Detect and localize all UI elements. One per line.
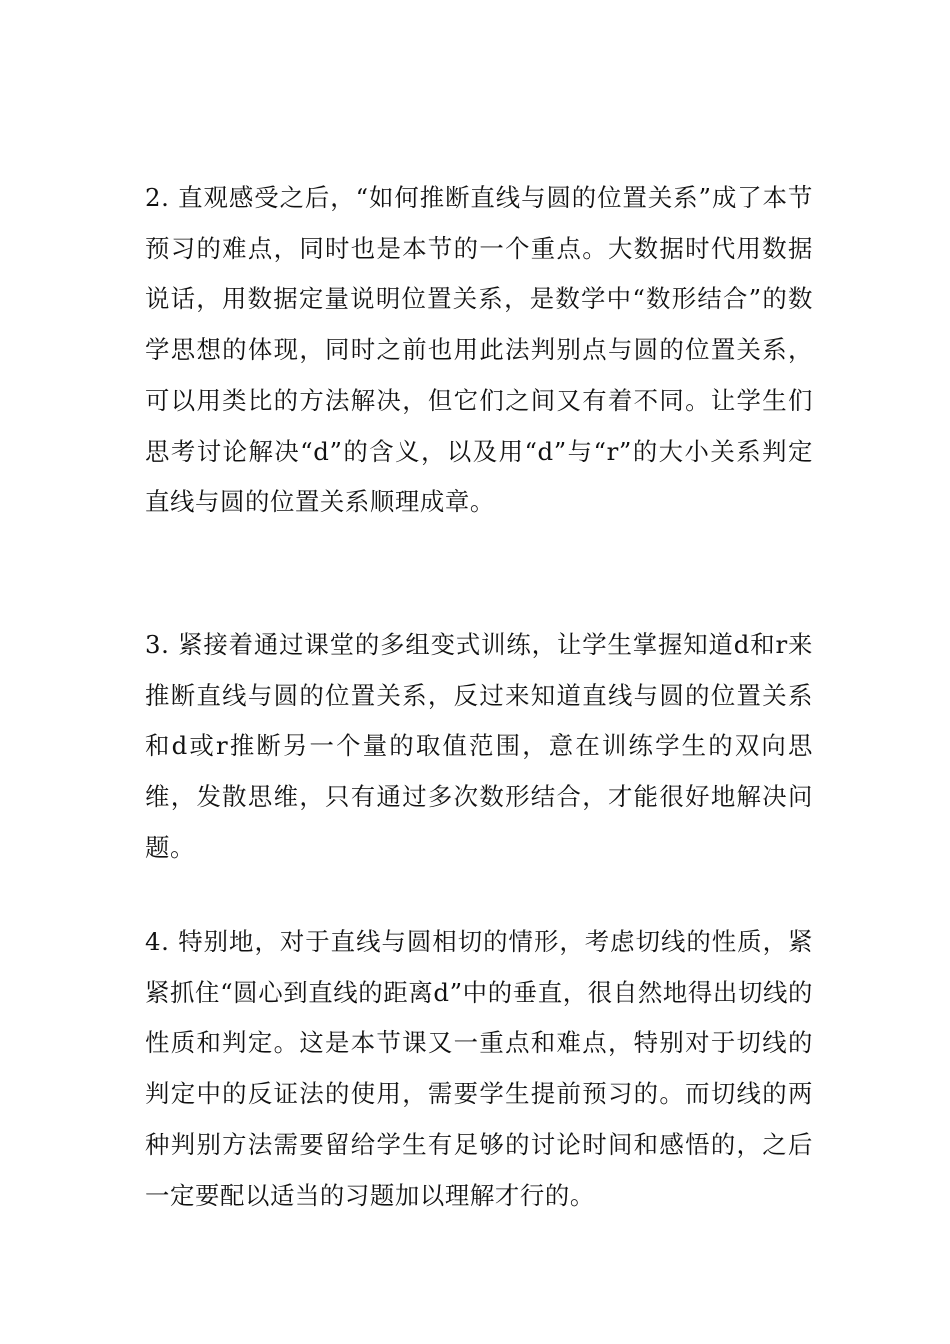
paragraph-3: 3. 紧接着通过课堂的多组变式训练，让学生掌握知道d和r来推断直线与圆的位置关系，反过来知道直线与圆的位置关系和d或r推断另一个量的取值范围，意在训练学生的双向思维，发散思维，只有通过多次数形结合，才能很好地解决问题。 xyxy=(145,630,813,862)
paragraph-4: 4. 特别地，对于直线与圆相切的情形，考虑切线的性质，紧紧抓住“圆心到直线的距离d”中的垂直，很自然地得出切线的性质和判定。这是本节课又一重点和难点，特别对于切线的判定中的反证法的使用，需要学生提前预习的。而切线的两种判别方法需要留给学生有足够的讨论时间和感悟的，之后一定要配以适当的习题加以理解才行的。 xyxy=(145,927,813,1210)
paragraph-2: 2. 直观感受之后，“如何推断直线与圆的位置关系”成了本节预习的难点，同时也是本节的一个重点。大数据时代用数据说话，用数据定量说明位置关系，是数学中“数形结合”的数学思想的体现，同时之前也用此法判别点与圆的位置关系，可以用类比的方法解决，但它们之间又有着不同。让学生们思考讨论解决“d”的含义，以及用“d”与“r”的大小关系判定直线与圆的位置关系顺理成章。 xyxy=(145,183,813,517)
